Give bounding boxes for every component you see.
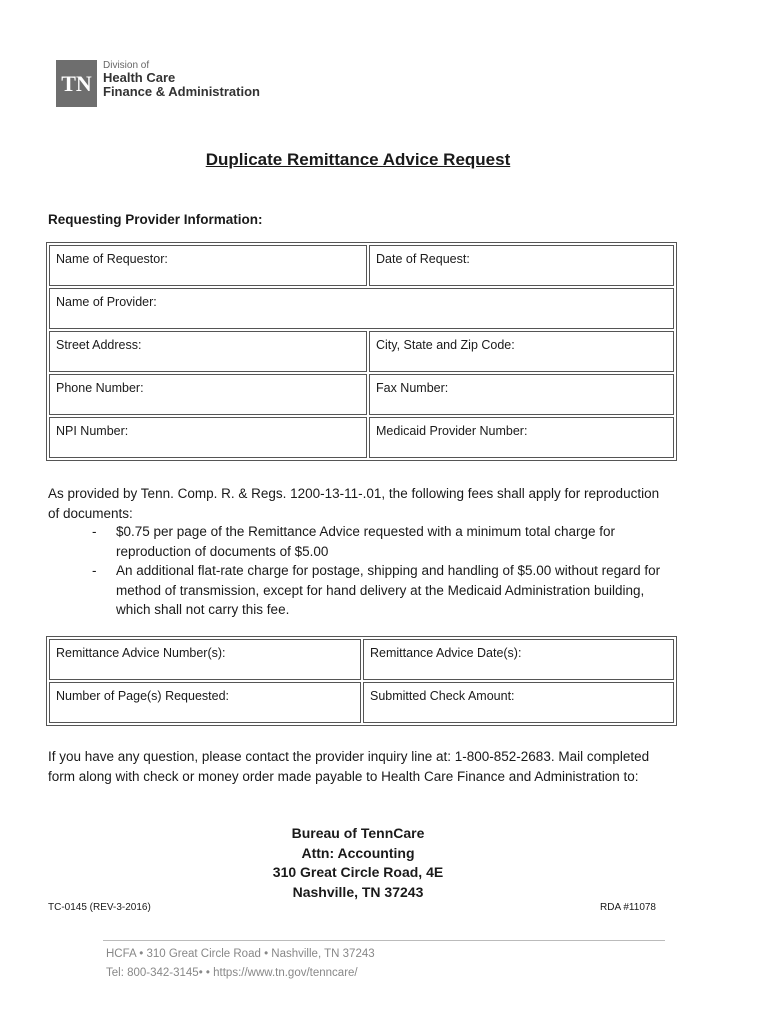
table-row (49, 288, 674, 329)
city-state-zip-field[interactable]: City, State and Zip Code: (369, 331, 674, 372)
fees-list (90, 522, 670, 620)
table-row (49, 374, 674, 415)
address-line1: Bureau of TennCare (291, 825, 425, 841)
name-of-requestor-field[interactable]: Name of Requestor: (49, 245, 367, 286)
fees-intro: As provided by Tenn. Comp. R. & Regs. 1200-13-11-.01, the following fees shall apply for reproduction of documents: (48, 486, 660, 521)
footer-divider (103, 940, 665, 941)
table-row (49, 331, 674, 372)
agency-logo (56, 60, 260, 107)
ra-numbers-field[interactable]: Remittance Advice Number(s): (49, 639, 361, 680)
table-row (49, 417, 674, 458)
remittance-info-table (46, 636, 677, 726)
address-line4: Nashville, TN 37243 (292, 883, 424, 900)
contact-instructions: If you have any question, please contact the provider inquiry line at: 1-800-852-2683. Mail completed form along with check or money order made payable to Health Care Finance and Administration to: (48, 749, 650, 784)
table-row (49, 682, 674, 723)
date-of-request-field[interactable]: Date of Request: (369, 245, 674, 286)
footer-line2: Tel: 800-342-3145• • https://www.tn.gov/tenncare/ (106, 967, 358, 979)
ra-dates-field[interactable]: Remittance Advice Date(s): (363, 639, 674, 680)
phone-number-field[interactable]: Phone Number: (49, 374, 367, 415)
provider-info-table (46, 242, 677, 461)
agency-name-line1: Division of (103, 60, 150, 71)
address-line3: 310 Great Circle Road, 4E (272, 864, 444, 880)
fax-number-field[interactable]: Fax Number: (369, 374, 674, 415)
table-row (49, 245, 674, 286)
form-code: TC-0145 (REV-3-2016) (48, 902, 151, 913)
mailing-address (0, 824, 716, 902)
medicaid-provider-number-field[interactable]: Medicaid Provider Number: (369, 417, 674, 458)
fee-item: - $0.75 per page of the Remittance Advice requested with a minimum total charge for reproduction of documents of $5.00 (90, 522, 670, 561)
page-footer (106, 945, 375, 983)
check-amount-field[interactable]: Submitted Check Amount: (363, 682, 674, 723)
rda-number: RDA #11078 (600, 902, 656, 913)
tn-logo-mark: TN (56, 60, 97, 107)
name-of-provider-field[interactable]: Name of Provider: (49, 288, 674, 329)
address-line2: Attn: Accounting (301, 844, 415, 861)
street-address-field[interactable]: Street Address: (49, 331, 367, 372)
pages-requested-field[interactable]: Number of Page(s) Requested: (49, 682, 361, 723)
page-title: Duplicate Remittance Advice Request (205, 150, 511, 169)
agency-name-line3: Finance & Administration (103, 84, 260, 100)
table-row (49, 639, 674, 680)
agency-name (103, 60, 260, 100)
fee-item: - An additional flat-rate charge for postage, shipping and handling of $5.00 without regard for method of transmission, except for hand delivery at the Medicaid Administration building, which shall not carry this fee. (90, 561, 670, 620)
provider-section-label: Requesting Provider Information: (48, 212, 263, 227)
agency-name-line2: Health Care (103, 70, 176, 85)
footer-line1: HCFA • 310 Great Circle Road • Nashville, TN 37243 (106, 948, 375, 960)
npi-number-field[interactable]: NPI Number: (49, 417, 367, 458)
